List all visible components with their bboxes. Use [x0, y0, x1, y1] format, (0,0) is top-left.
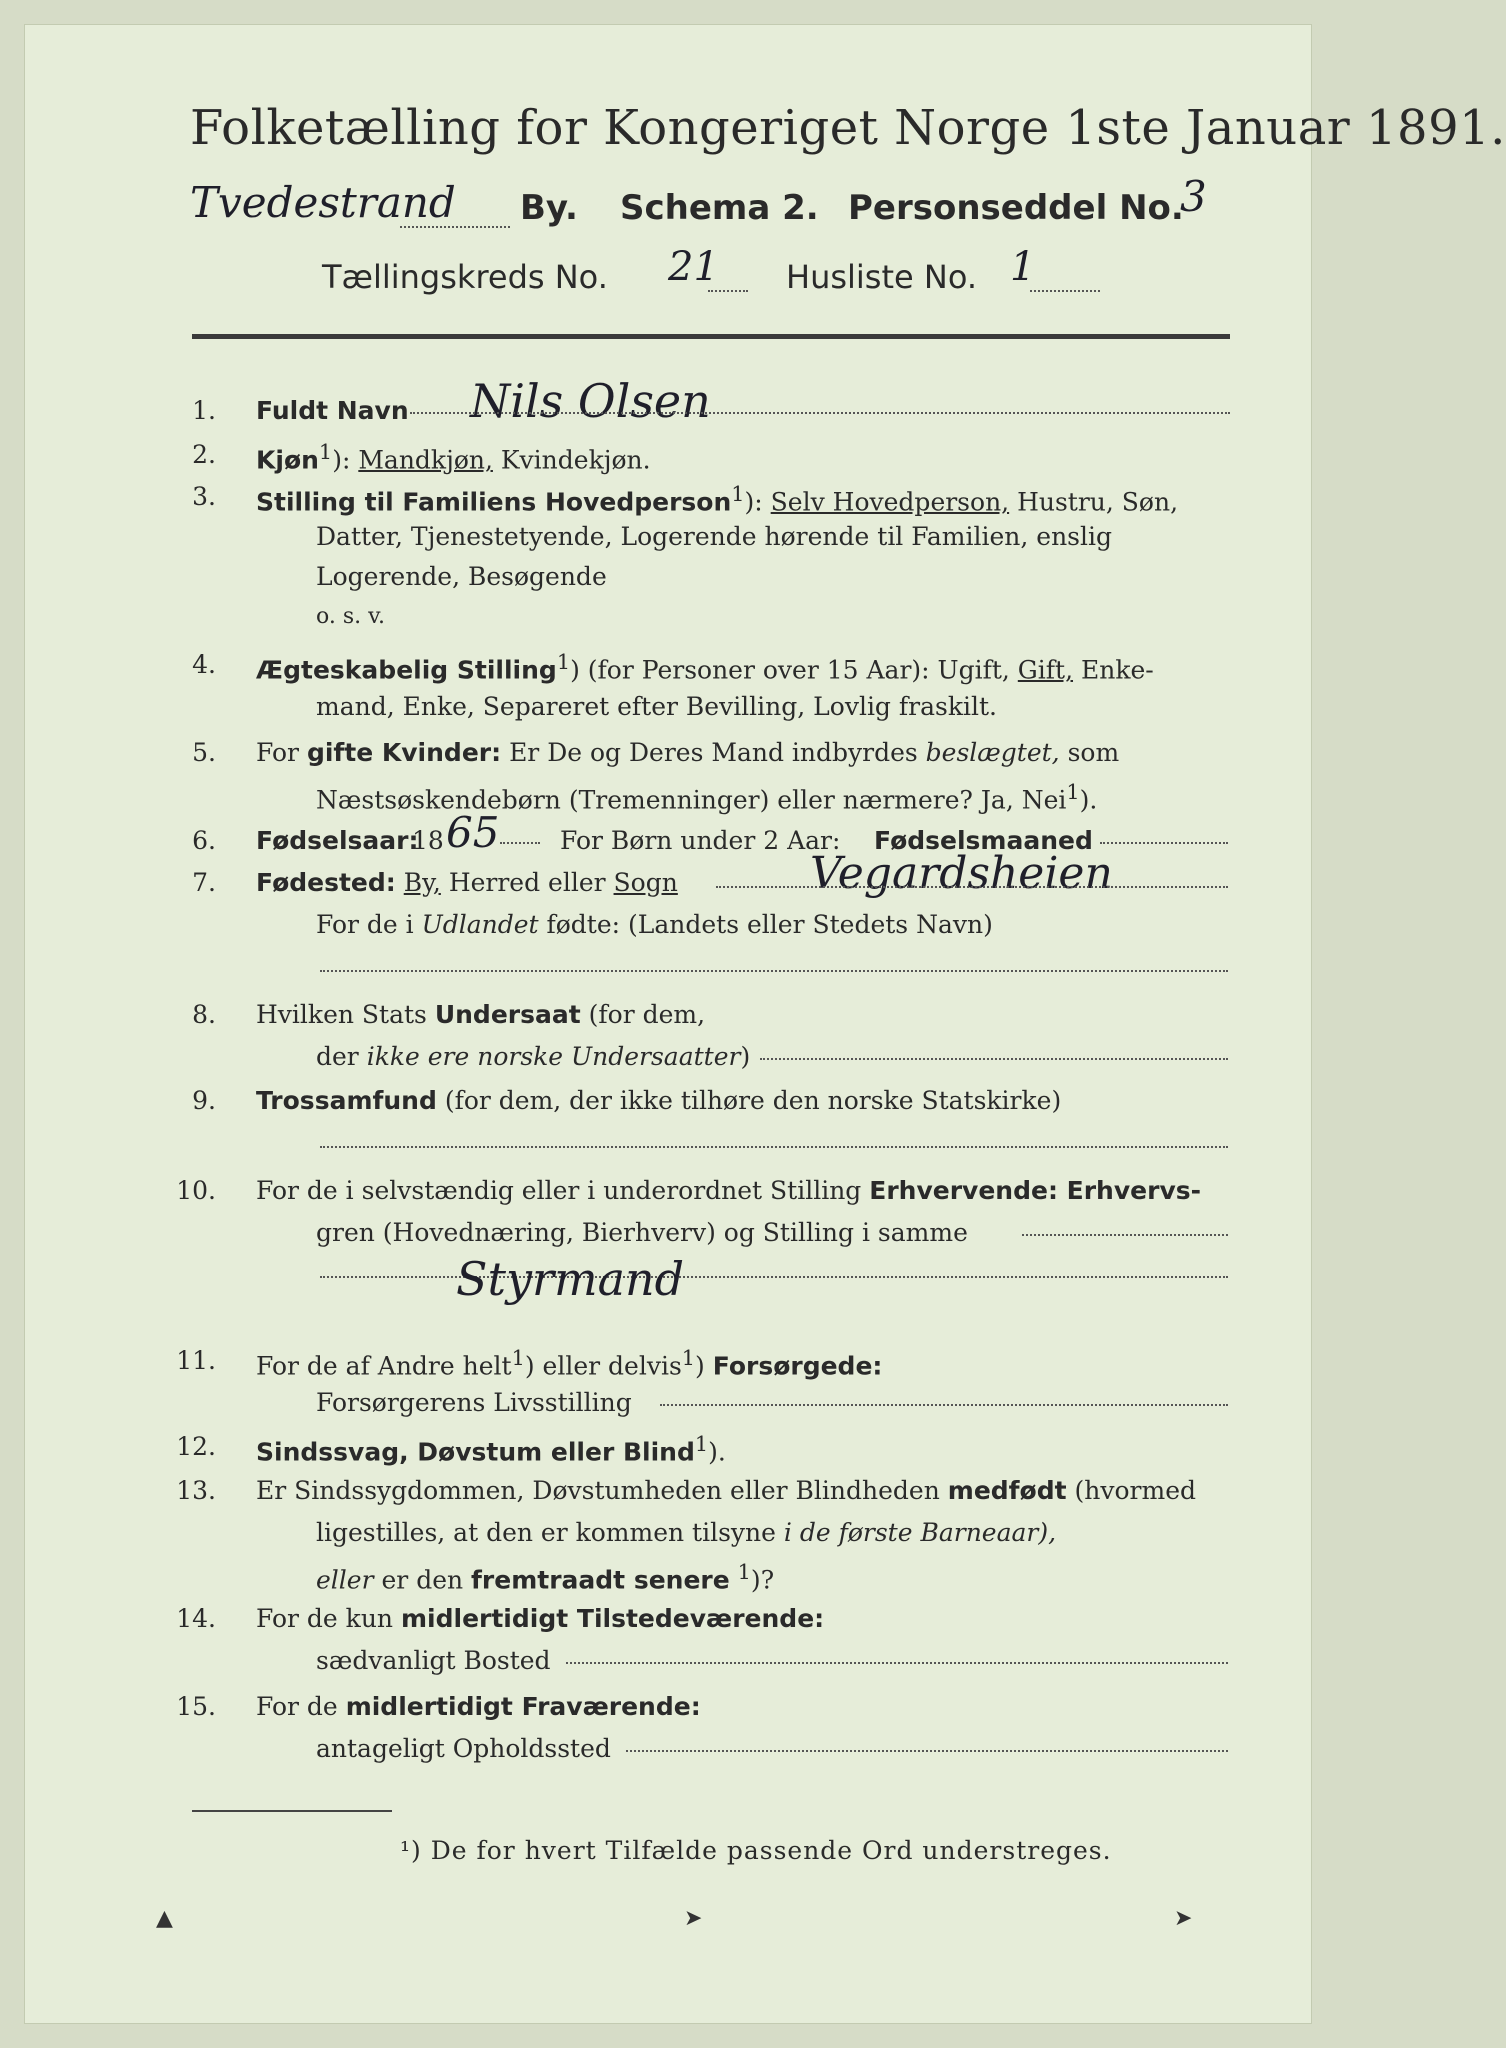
q1-label: Fuldt Navn: [256, 396, 409, 425]
q12-line1: Sindssvag, Døvstum eller Blind$^1$).: [256, 1432, 726, 1467]
q3-line2: Datter, Tjenestetyende, Logerende hørende til Familien, enslig: [316, 522, 1113, 551]
q10-bold: Erhvervende: Erhvervs-: [869, 1176, 1201, 1205]
header-rule: [192, 334, 1230, 339]
kreds-dots: [708, 290, 748, 292]
q13-line3: eller er den fremtraadt senere $^1$)?: [316, 1560, 775, 1595]
schema-label: Schema 2.: [620, 188, 819, 228]
q11-line1: For de af Andre helt$^1$) eller delvis$^1$) Forsørgede:: [256, 1346, 883, 1381]
q7-dots: [716, 886, 1228, 888]
q15-dots: [626, 1750, 1228, 1752]
q11-bold: Forsørgede:: [712, 1351, 883, 1381]
q6-dots: [500, 842, 540, 844]
q5-line2: Næstsøskendebørn (Tremenninger) eller nærmere? Ja, Nei$^1$).: [316, 780, 1098, 815]
q4-label: Ægteskabelig Stilling: [256, 655, 557, 685]
q2-opt-kvindekjon: Kvindekjøn.: [500, 445, 651, 475]
q13-line3b: ?: [760, 1565, 775, 1595]
husliste-label: Husliste No.: [786, 258, 977, 296]
q13-text1: Er Sindssygdommen, Døvstumheden eller Blindheden: [256, 1476, 940, 1505]
q10-number: 10.: [176, 1176, 216, 1205]
q14-bold: midlertidigt Tilstedeværende:: [400, 1604, 825, 1633]
q4-sup: 1: [556, 650, 571, 674]
q4-line1: Ægteskabelig Stilling$^1$) (for Personer over 15 Aar): Ugift, Gift, Enke-: [256, 650, 1154, 685]
q14-line2: sædvanligt Bosted: [316, 1646, 551, 1675]
q8-bold: Undersaat: [434, 1000, 581, 1029]
q15-bold: midlertidigt Fraværende:: [345, 1692, 701, 1721]
q7-line2a: For de i: [316, 910, 414, 939]
q8-line1: [256, 1000, 705, 1029]
kreds-label: Tællingskreds No.: [322, 258, 608, 296]
q8-number: 8.: [192, 1000, 216, 1029]
q2-sup: 1: [318, 440, 333, 464]
q10-line2: gren (Hovednæring, Bierhverv) og Stilling i samme: [316, 1218, 968, 1247]
q13-line3a: er den: [381, 1565, 464, 1595]
q9-text: (for dem, der ikke tilhøre den norske Statskirke): [444, 1086, 1062, 1115]
q5-line1: [256, 738, 1119, 767]
q6-text2: For Børn under 2 Aar:: [560, 826, 841, 855]
personseddel-value: 3: [1180, 172, 1207, 221]
q11-number: 11.: [176, 1346, 216, 1375]
q6-prefix: 18: [412, 826, 444, 855]
q13-line3it: eller: [316, 1565, 374, 1595]
q9-number: 9.: [192, 1086, 216, 1115]
q13-number: 13.: [176, 1476, 216, 1505]
q14-text1: For de kun: [256, 1604, 394, 1633]
q12-number: 12.: [176, 1432, 216, 1461]
q7-line2: [316, 910, 993, 939]
q3-rest: Hustru, Søn,: [1017, 487, 1179, 517]
q5-sup: 1: [1066, 780, 1080, 804]
personseddel-label: Personseddel No.: [848, 188, 1184, 228]
q13-line2it: i de første Barneaar),: [783, 1518, 1057, 1547]
q14-line1: [256, 1604, 824, 1633]
q4-number: 4.: [192, 650, 216, 679]
q7-number: 7.: [192, 868, 216, 897]
q7-opt-by: By,: [403, 868, 441, 897]
q8-line2a: der: [316, 1042, 359, 1071]
form-title: Folketælling for Kongeriget Norge 1ste Januar 1891.: [190, 100, 1506, 156]
town-dots: [400, 226, 510, 228]
q6-number: 6.: [192, 826, 216, 855]
footnote: ¹) De for hvert Tilfælde passende Ord understreges.: [400, 1836, 1112, 1865]
q10-value: Styrmand: [456, 1252, 685, 1306]
q4-line2: mand, Enke, Separeret efter Bevilling, Lovlig fraskilt.: [316, 692, 997, 721]
q8-text1: Hvilken Stats: [256, 1000, 427, 1029]
q13-line1: [256, 1476, 1196, 1505]
q9-bold: Trossamfund: [256, 1086, 437, 1115]
q2-opt-mandkjon: Mandkjøn,: [358, 445, 493, 475]
q3-line3: Logerende, Besøgende: [316, 562, 607, 591]
registration-mark-center: ➤: [684, 1906, 703, 1931]
q13-line2: [316, 1518, 1056, 1547]
q13-text2: (hvormed: [1074, 1476, 1197, 1505]
q8-line2: der ikke ere norske Undersaatter): [316, 1042, 751, 1071]
q8-dots: [760, 1058, 1228, 1060]
q8-text2: (for dem,: [588, 1000, 706, 1029]
q9-dots: [320, 1146, 1228, 1148]
q15-line1: [256, 1692, 701, 1721]
q9-line1: [256, 1086, 1061, 1115]
q2-label: Kjøn: [256, 445, 319, 475]
q12-bold: Sindssvag, Døvstum eller Blind: [256, 1437, 695, 1467]
q12-sup: 1: [694, 1432, 709, 1456]
q4-text2: Enke-: [1080, 655, 1154, 685]
q10-line1: [256, 1176, 1201, 1205]
q3-label: Stilling til Familiens Hovedperson: [256, 487, 732, 517]
q7-line2it: Udlandet: [421, 910, 539, 939]
q11-line2: Forsørgerens Livsstilling: [316, 1388, 632, 1417]
footnote-rule: [192, 1810, 392, 1812]
q8-line2it: ikke ere norske Undersaatter: [366, 1042, 741, 1071]
q14-number: 14.: [176, 1604, 216, 1633]
q2-number: 2.: [192, 440, 216, 469]
q7-dots2: [320, 970, 1228, 972]
q7-opt-sogn: Sogn: [613, 868, 678, 897]
q1-number: 1.: [192, 396, 216, 425]
registration-mark-left: ▲: [156, 1906, 173, 1931]
husliste-value: 1: [1010, 244, 1036, 290]
q6-bold2: Fødselsmaaned: [874, 826, 1093, 855]
q4-text1: (for Personer over 15 Aar): Ugift,: [587, 655, 1010, 685]
q6-label: Fødselsaar:: [256, 826, 419, 855]
by-label: By.: [520, 188, 578, 228]
q13-line3bold: fremtraadt senere: [471, 1565, 730, 1595]
q3-sup: 1: [731, 482, 745, 506]
husliste-dots: [1030, 290, 1100, 292]
q7-value: Vegardsheien: [810, 848, 1113, 899]
q7-line2b: fødte: (Landets eller Stedets Navn): [546, 910, 993, 939]
q3-opt-selected: Selv Hovedperson,: [770, 487, 1010, 517]
q2-line: Kjøn$^1$): Mandkjøn, Kvindekjøn.: [256, 440, 651, 475]
q5-number: 5.: [192, 738, 216, 767]
q11-text1: For de af Andre helt: [256, 1351, 512, 1381]
q14-dots: [566, 1662, 1228, 1664]
q3-line4: o. s. v.: [316, 604, 385, 629]
q15-number: 15.: [176, 1692, 216, 1721]
q15-line2: antageligt Opholdssted: [316, 1734, 611, 1763]
town-handwritten: Tvedestrand: [190, 178, 456, 227]
q6-dots2: [1100, 842, 1228, 844]
q13-line2a: ligestilles, at den er kommen tilsyne: [316, 1518, 776, 1547]
q3-number: 3.: [192, 482, 216, 511]
q7-line1: [256, 868, 678, 897]
q1-dots: [410, 412, 1230, 414]
q4-opt-selected: Gift,: [1017, 655, 1074, 685]
q7-label: Fødested:: [256, 868, 396, 897]
q5-text3: som: [1067, 738, 1120, 767]
q13-bold: medfødt: [947, 1476, 1067, 1505]
q10-dots: [1022, 1234, 1228, 1236]
q5-text2: Er De og Deres Mand indbyrdes: [509, 738, 918, 767]
q11-dots: [660, 1404, 1228, 1406]
q5-bold: gifte Kvinder:: [306, 738, 502, 767]
q5-line2-text: Næstsøskendebørn (Tremenninger) eller nærmere? Ja, Nei: [316, 785, 1067, 815]
q15-text1: For de: [256, 1692, 338, 1721]
q10-text1: For de i selvstændig eller i underordnet Stilling: [256, 1176, 862, 1205]
q5-text1: For: [256, 738, 299, 767]
q7-text: Herred eller: [448, 868, 606, 897]
registration-mark-right: ➤: [1174, 1906, 1193, 1931]
q3-line1: Stilling til Familiens Hovedperson$^1$): Selv Hovedperson, Hustru, Søn,: [256, 482, 1179, 517]
kreds-value: 21: [668, 244, 719, 290]
q5-italic: beslægtet,: [925, 738, 1060, 767]
q11-text2: eller delvis: [542, 1351, 682, 1381]
q1-value: Nils Olsen: [470, 374, 711, 428]
q6-value: 65: [446, 808, 500, 857]
